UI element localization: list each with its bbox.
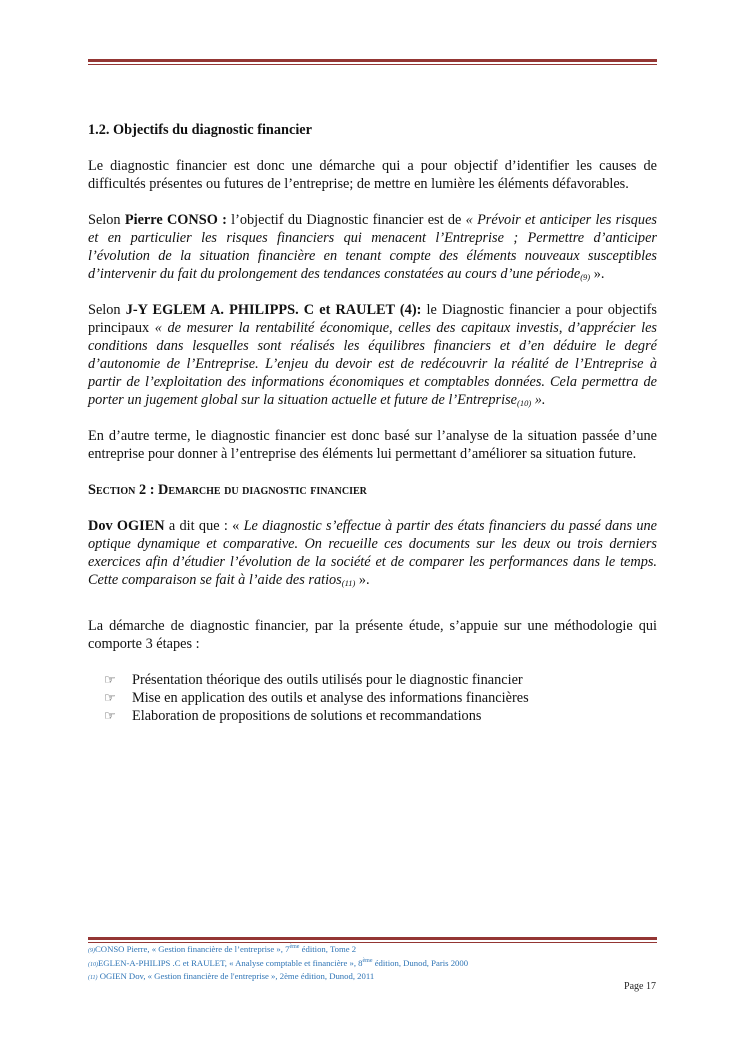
pointing-hand-icon: ☞ [104, 672, 116, 687]
header-rule [88, 59, 657, 65]
footnote-ref-10: (10) [516, 398, 532, 408]
pointing-hand-icon: ☞ [104, 690, 116, 705]
paragraph-definition: Le diagnostic financier est donc une démarche qui a pour objectif d’identifier les causes de difficultés présentes ou futures de l’entreprise; de mettre en lumière les éléments défavorables. [88, 158, 657, 192]
footnote-9: (9)CONSO Pierre, « Gestion financière de l’entreprise », 7ème édition, Tome 2 [88, 944, 357, 954]
paragraph-conso: Selon Pierre CONSO : l’objectif du Diagnostic financier est de « Prévoir et anticiper les risques et en particulier les risques financiers qui menacent l’Entreprise ; Permettre d’anticiper l’évolution de la situation financière en tenant compte des éléments nouveaux susceptibles d’intervenir du fait du prolongement des tendances constatées au cours d’une période$_{(9)}$ ». [88, 212, 657, 282]
author-ogien: Dov OGIEN [88, 518, 165, 534]
steps-list [88, 671, 657, 725]
list-item: ☞ Elaboration de propositions de solutions et recommandations [104, 708, 482, 724]
footnote-ref-11: (11) [341, 578, 356, 588]
paragraph-summary: En d’autre terme, le diagnostic financier est donc basé sur l’analyse de la situation passée d’une entreprise pour donner à l’entreprise des éléments lui permettant d’améliorer sa situation future. [88, 428, 657, 462]
footnote-ref-9: (9) [580, 272, 591, 282]
paragraph-methodology: La démarche de diagnostic financier, par la présente étude, s’appuie sur une méthodologie qui comporte 3 étapes : [88, 618, 657, 652]
paragraph-ogien: Dov OGIEN a dit que : « Le diagnostic s’effectue à partir des états financiers du passé dans une optique dynamique et comparative. On recueille ces documents sur les deux ou trois derniers exercices afin d’étudier l’évolution de la société et de comparer les performances dans le temps. Cette comparaison se fait à l’aide des ratios$_{(11)}$ ». [88, 518, 657, 588]
quote-conso: « Prévoir et anticiper les risques et en particulier les risques financiers qui menacent l’Entreprise ; Permettre d’anticiper l’évolution de la situation financière en tenant compte des éléments nouveaux susceptibles d’intervenir du fait du prolongement des tendances constatées au cours d’une période [88, 212, 657, 282]
list-item: ☞ Présentation théorique des outils utilisés pour le diagnostic financier [104, 672, 523, 688]
page-body [88, 121, 657, 725]
footnote-11: (11) OGIEN Dov, « Gestion financière de l'entreprise », 2ème édition, Dunod, 2011 [88, 971, 375, 981]
page-number: Page 17 [624, 981, 656, 992]
footnotes [88, 944, 657, 985]
pointing-hand-icon: ☞ [104, 708, 116, 723]
author-eglem: J-Y EGLEM A. PHILIPPS. C et RAULET (4): [125, 302, 422, 318]
quote-eglem: « de mesurer la rentabilité économique, celles des capitaux investis, d’apprécier les conditions dans lesquelles sont réalisés les équilibres financiers et d’en déduire le degré d’autonomie de l’Entreprise. L’enjeu du devoir est de redécouvrir la réalité de l’Entreprise à partir de l’exploitation des informations économiques et comptables données. Cela permettra de porter un jugement global sur la situation actuelle et future de l’Entreprise [88, 320, 658, 408]
list-item: ☞ Mise en application des outils et analyse des informations financières [104, 690, 529, 706]
footnote-10: (10)EGLEN-A-PHILIPS .C et RAULET, « Analyse comptable et financière », 8ème édition, Dunod, Paris 2000 [88, 957, 469, 968]
section-2-title: Section 2 : Demarche du diagnostic financier [88, 482, 367, 498]
section-heading: 1.2. Objectifs du diagnostic financier [88, 122, 312, 138]
paragraph-eglem: Selon J-Y EGLEM A. PHILIPPS. C et RAULET (4): le Diagnostic financier a pour objectifs principaux « de mesurer la rentabilité économique, celles des capitaux investis, d’apprécier les conditions dans lesquelles sont réalisés les équilibres financiers et d’en déduire le degré d’autonomie de l’Entreprise. L’enjeu du devoir est de redécouvrir la réalité de l’Entreprise à partir de l’exploitation des informations économiques et comptables données. Cela permettra de porter un jugement global sur la situation actuelle et future de l’Entreprise$_{(10)}$ ». [88, 302, 658, 408]
author-conso: Pierre CONSO : [124, 212, 227, 228]
footer-rule [88, 937, 657, 943]
quote-ogien: Le diagnostic s’effectue à partir des états financiers du passé dans une optique dynamique et comparative. On recueille ces documents sur les deux ou trois derniers exercices afin d’étudier l’évolution de la société et de comparer les performances dans le temps. Cette comparaison se fait à l’aide des ratios [88, 518, 657, 588]
